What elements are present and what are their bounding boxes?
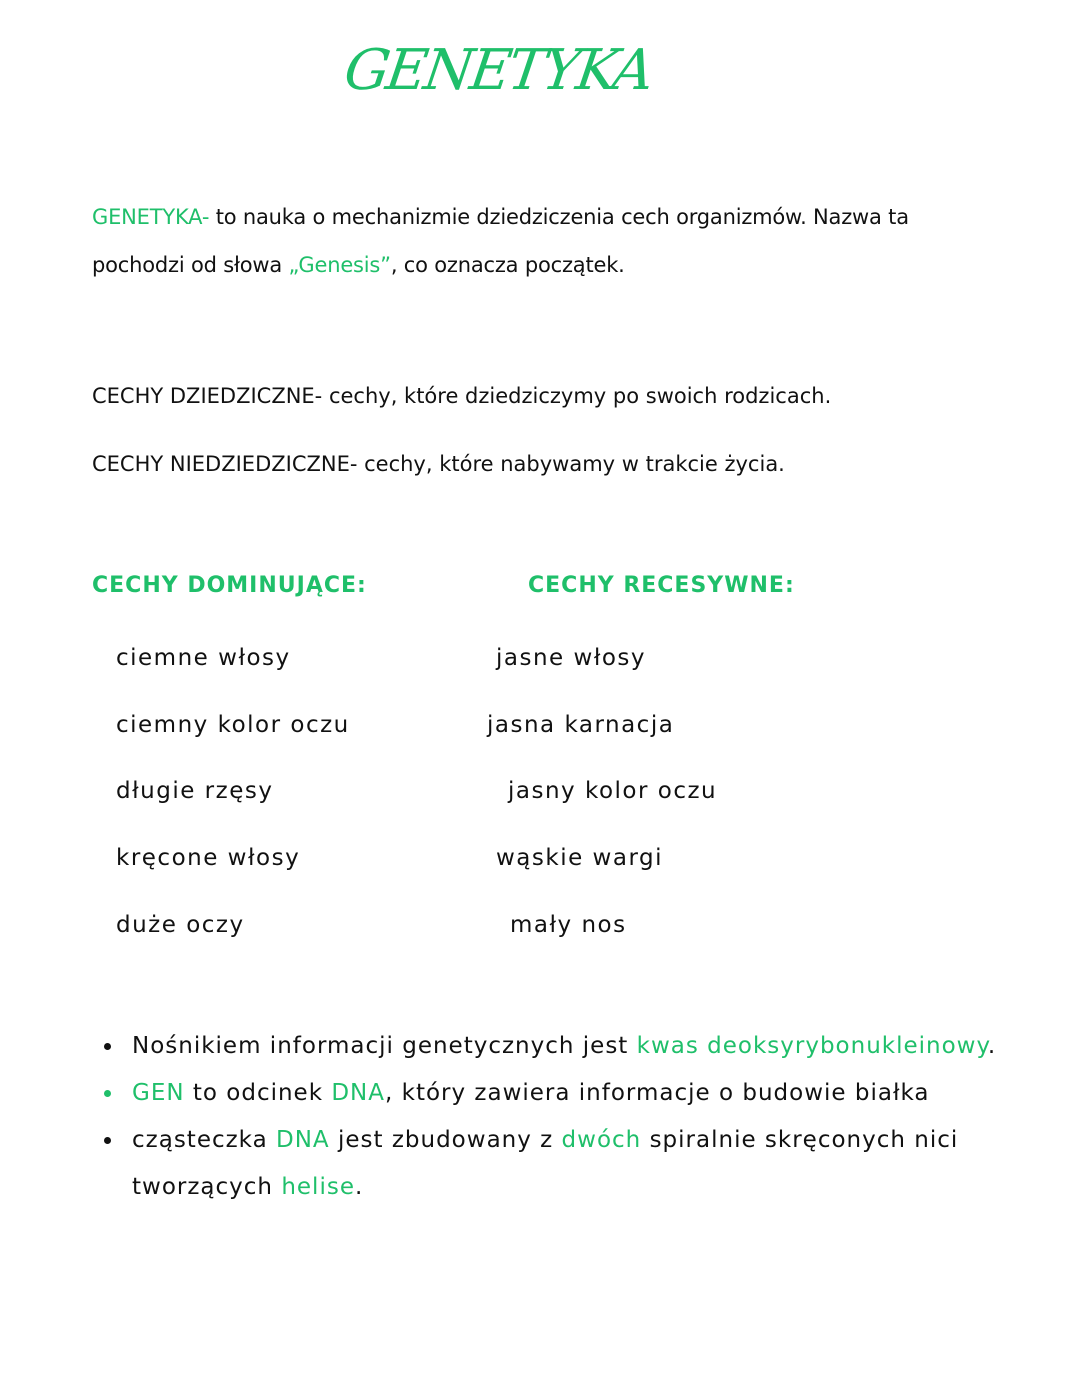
non-hereditary-traits-definition — [92, 440, 992, 488]
bullet-icon — [104, 1090, 111, 1097]
non-hereditary-term: CECHY NIEDZIEDZICZNE- — [92, 452, 358, 476]
bullet-text: cząsteczka — [132, 1127, 277, 1153]
highlight-text: dwóch — [561, 1127, 642, 1153]
dominant-trait-item: długie rzęsy — [116, 778, 274, 804]
definition-text-a: to nauka o mechanizmie dziedziczenia cech organizmów. Nazwa ta pochodzi od słowa — [92, 205, 909, 277]
recessive-trait-item: jasny kolor oczu — [508, 778, 718, 804]
bullet-text: spiralnie skręconych nici tworzących — [132, 1127, 959, 1200]
definition-text-b: , co oznacza początek. — [390, 253, 625, 277]
page-title: GENETYKA — [340, 38, 656, 103]
highlight-text: kwas deoksyrybonukleinowy — [636, 1033, 988, 1059]
bullet-text: jest zbudowany z — [329, 1127, 562, 1153]
dominant-traits-heading: CECHY DOMINUJĄCE: — [92, 573, 367, 598]
bullet-text: . — [987, 1033, 997, 1059]
genetics-definition — [92, 193, 992, 289]
bullet-text: to odcinek — [184, 1080, 332, 1106]
highlight-text: GEN — [132, 1080, 185, 1106]
bullet-icon — [104, 1043, 111, 1050]
recessive-trait-item: mały nos — [510, 912, 627, 938]
highlight-text: helise — [281, 1174, 355, 1200]
dominant-trait-item: kręcone włosy — [116, 845, 301, 871]
recessive-trait-item: jasne włosy — [496, 645, 647, 671]
list-item — [104, 1070, 1004, 1117]
non-hereditary-text: cechy, które nabywamy w trakcie życia. — [357, 452, 785, 476]
dominant-trait-item: duże oczy — [116, 912, 245, 938]
dna-facts-list — [104, 1023, 1004, 1211]
definition-term: GENETYKA- — [92, 205, 210, 229]
list-item — [104, 1117, 1004, 1211]
list-item — [104, 1023, 1004, 1070]
bullet-text: . — [354, 1174, 364, 1200]
recessive-traits-heading: CECHY RECESYWNE: — [528, 573, 795, 598]
dominant-trait-item: ciemne włosy — [116, 645, 291, 671]
hereditary-term: CECHY DZIEDZICZNE- — [92, 384, 323, 408]
genesis-word: „Genesis” — [288, 253, 391, 277]
hereditary-text: cechy, które dziedziczymy po swoich rodzicach. — [322, 384, 832, 408]
recessive-trait-item: jasna karnacja — [487, 712, 675, 738]
dominant-trait-item: ciemny kolor oczu — [116, 712, 350, 738]
bullet-icon — [104, 1137, 111, 1144]
highlight-text: DNA — [276, 1127, 330, 1153]
hereditary-traits-definition — [92, 372, 992, 420]
bullet-text: Nośnikiem informacji genetycznych jest — [132, 1033, 637, 1059]
bullet-text: , który zawiera informacje o budowie białka — [385, 1080, 930, 1106]
highlight-text: DNA — [331, 1080, 385, 1106]
recessive-trait-item: wąskie wargi — [496, 845, 664, 871]
